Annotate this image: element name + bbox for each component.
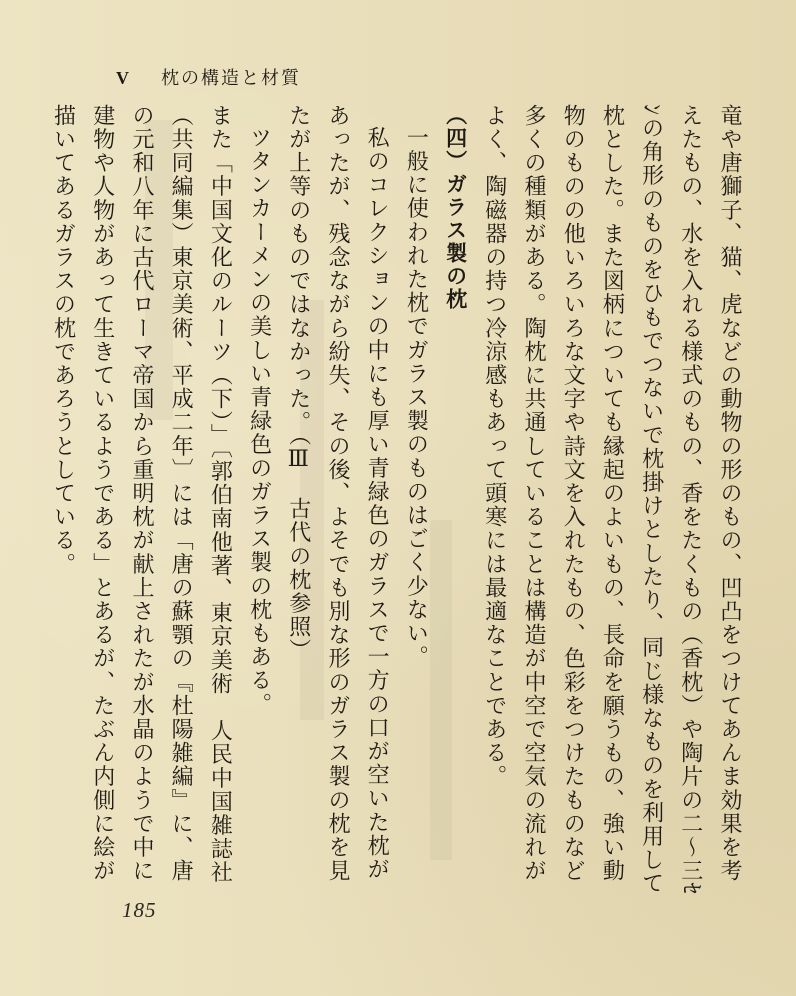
paragraph: 一般に使われた枕でガラス製のものはごく少ない。	[403, 126, 429, 669]
running-header	[116, 64, 301, 90]
paragraph: ツタンカーメンの美しい青緑色のガラス製の枕もある。	[246, 126, 272, 716]
page-number: 185	[122, 898, 157, 922]
section-heading: （四）ガラス製の枕	[443, 104, 468, 311]
paragraph: 竜や唐獅子、猫、虎などの動物の形のもの、凹凸をつけてあんま効果を考えたもの、水を入れる様式のもの、香をたくもの（香枕）や陶片の二〜三ｾﾝの角形のものをひもでつないで枕掛けとしたり、同じ様なものを利用して枕とした。また図柄についても縁起のよいもの、長命を願うもの、強い動物のものの他いろいろな文字や詩文を入れたもの、色彩をつけたものなど多くの種類がある。陶枕に共通していることは構造が中空で空気の流れがよく、陶磁器の持つ冷涼感もあって頭寒には最適なことである。	[481, 104, 742, 896]
chapter-title: 枕の構造と材質	[161, 68, 301, 89]
paragraph: 私のコレクションの中にも厚い青緑色のガラスで一方の口が空いた枕があったが、残念ながら紛失、その後、よそでも別な形のガラス製の枕を見たが上等のものではなかった。（Ⅲ 古代の枕参照）	[285, 104, 390, 883]
body-text	[50, 104, 749, 900]
paragraph: また「中国文化のルーツ（下）」〔郭伯南他著、東京美術 人民中国雑誌社（共同編集）東京美術、平成二年〕には「唐の蘇顎の『杜陽雑編』に、唐の元和八年に古代ローマ帝国から重明枕が献上されたが水晶のようで中に建物や人物があって生きているようである」とあるが、たぶん内側に絵が描いてあるガラスの枕であろうとしている。	[50, 104, 233, 885]
chapter-number: V	[116, 68, 131, 88]
